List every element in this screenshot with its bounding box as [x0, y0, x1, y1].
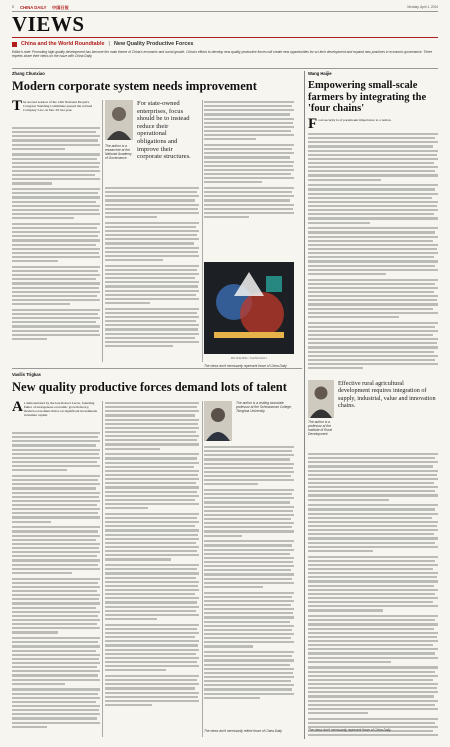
column-title: China and the World Roundtable — [21, 41, 105, 47]
note-rule — [12, 68, 438, 69]
article3-headline: Empowering small-scale farmers by integrating the 'four chains' — [308, 80, 427, 114]
column-rule — [202, 100, 203, 362]
article1-author-bio: The author is a researcher at the National Academy of Governance. — [105, 144, 132, 160]
article1-author: Zhang Chunxiao — [12, 71, 45, 76]
banner-divider: | — [108, 41, 110, 47]
article1-dropcap: T — [12, 100, 23, 114]
article2-author-bio: The author is a visiting associate professor at the Schwarzman College, Tsinghua University. — [236, 401, 292, 413]
author-portrait-icon — [204, 401, 232, 441]
article1-body-3 — [204, 100, 294, 219]
article2-column-3 — [204, 401, 294, 737]
column-rule — [202, 401, 203, 737]
article2-dropcap: A — [12, 401, 23, 415]
column-banner — [12, 41, 193, 47]
illustration-artwork — [204, 262, 294, 354]
issue-date: Monday, April 1, 2024 — [407, 5, 438, 9]
article1-body-1 — [12, 126, 100, 341]
article2-column-2 — [105, 401, 199, 737]
article2-author: Vasilis Trigkas — [12, 372, 41, 377]
column-rule — [102, 401, 103, 737]
section-rule — [12, 37, 438, 38]
editor-note: Editor's note: Promoting high-quality development has become the main theme of China's economic and social growth. China's efforts to develop new quality productive forces will create new opportunities for sci-tech development and expand new practices in economic governance. Three experts share their views on the issue with China Daily. — [12, 50, 433, 59]
article1-lead — [12, 100, 100, 112]
article1-lead-text: he second session of the 14th National People's Congress Standing Committee passed the revised Company Law on Dec 29 last year. — [23, 100, 93, 113]
article2-body-2 — [105, 401, 199, 707]
article1-body-2 — [105, 186, 199, 348]
article3-body-1 — [308, 132, 438, 370]
article2-column-1 — [12, 401, 100, 737]
article2-body-1 — [12, 431, 100, 729]
illustration-photo — [204, 262, 294, 354]
article1-gutter — [299, 100, 303, 102]
article2-lead-text: s demonstrated by the late Robert Lucas, founding father of endogenous economic growth theory, modern economies thrive on significant investments in human capital. — [23, 401, 98, 418]
article2-body-3 — [204, 445, 294, 700]
article3-pull-quote: Effective rural agricultural development requires integration of supply, industrial, value and innovation chains. — [338, 380, 436, 410]
article3-disclaimer: The views don't necessarily represent those of China Daily. — [308, 728, 392, 732]
article2-author-photo — [204, 401, 232, 441]
column-subtitle: New Quality Productive Forces — [113, 41, 194, 47]
article1-disclaimer: The views don't necessarily represent those of China Daily. — [204, 364, 288, 368]
article3-lead — [308, 118, 438, 132]
article3-lead-text: ood security is of paramount importance to a nation. — [318, 118, 392, 122]
photo-caption: MA XUEJING / CHINA DAILY — [230, 356, 268, 360]
brand-name: CHINA DAILY — [20, 4, 47, 10]
brand-name-cn: 中国日报 — [52, 4, 69, 10]
article3-dropcap: F — [308, 118, 318, 132]
article1-headline: Modern corporate system needs improvement — [12, 79, 257, 93]
page-number: 8 — [12, 5, 14, 9]
article1-column-2 — [105, 100, 199, 362]
article-separator — [12, 368, 302, 369]
banner-square-icon — [12, 42, 17, 47]
article3-author-bio: The author is a professor at the Institute of Rural Development. — [308, 420, 333, 436]
section-divider — [304, 71, 305, 739]
article3-body-2 — [308, 452, 438, 738]
article3-author: Wang Haijie — [308, 71, 332, 76]
article2-disclaimer: The views don't necessarily reflect those of China Daily. — [204, 729, 283, 733]
article1-author-photo — [105, 100, 133, 140]
article3-author-photo — [308, 380, 334, 418]
article1-column-1 — [12, 100, 100, 362]
article2-headline: New quality productive forces demand lots of talent — [12, 380, 287, 394]
author-portrait-icon — [105, 100, 133, 140]
article3-body — [308, 118, 438, 738]
article1-column-3 — [204, 100, 294, 362]
section-title: VIEWS — [12, 12, 85, 36]
article2-lead — [12, 401, 100, 418]
author-portrait-icon — [308, 380, 334, 418]
column-rule — [102, 100, 103, 362]
article1-pull-quote: For state-owned enterprises, focus should be to instead reduce their operational obligations and improve their corporate structures. — [137, 100, 191, 161]
